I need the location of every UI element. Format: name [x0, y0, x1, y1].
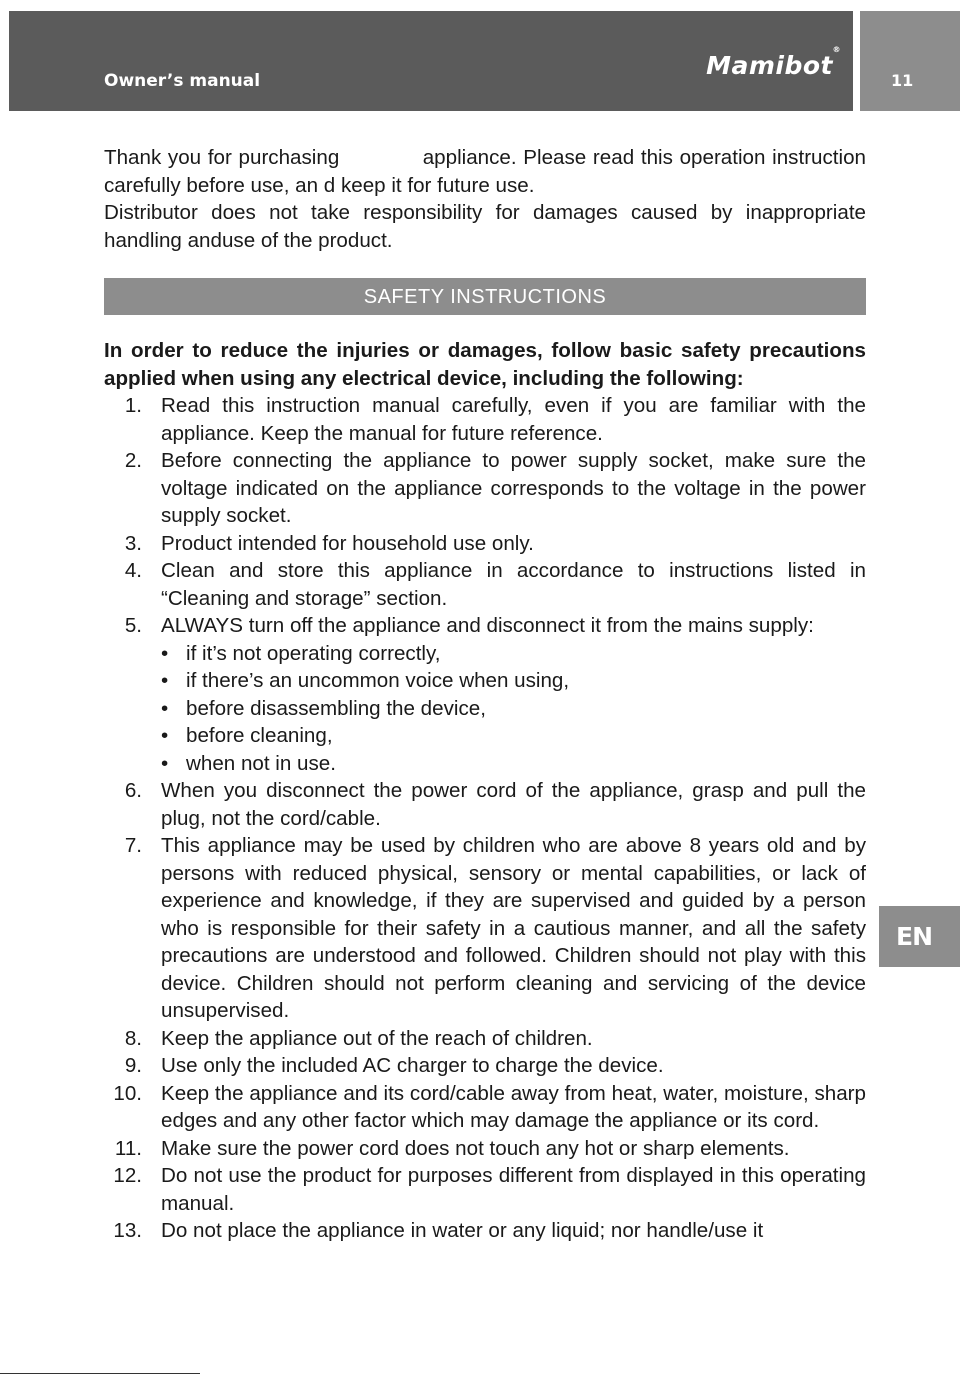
item-text: This appliance may be used by children who are above 8 years old and by persons with reduced physical, sensory or mental capabilities, or lack of experience and knowledge, if they are supervised and guided by a person who is responsible for their safety in a cautious manner, and all the safety precautions are understood and followed. Children should not play with this device. Children should not perform cleaning and servicing of the device unsupervised.: [161, 834, 866, 1022]
item-number: 10.: [113, 1081, 142, 1105]
instruction-item: [104, 832, 866, 1025]
item-text: ALWAYS turn off the appliance and disconnect it from the mains supply:: [161, 614, 814, 637]
sub-bullet-item: [161, 722, 866, 750]
item-text: Read this instruction manual carefully, even if you are familiar with the appliance. Keep the manual for future reference.: [161, 394, 866, 445]
bullet-text: when not in use.: [186, 751, 336, 775]
item-text: Make sure the power cord does not touch any hot or sharp elements.: [161, 1136, 790, 1160]
manual-content: [104, 144, 866, 1245]
registered-mark: ®: [832, 45, 841, 54]
instruction-item: [104, 392, 866, 447]
language-label: EN: [896, 922, 933, 951]
instruction-item: [104, 777, 866, 832]
instruction-item: [104, 1025, 866, 1053]
item-number: 13.: [113, 1219, 142, 1242]
bullet-text: before disassembling the device,: [186, 696, 486, 720]
instruction-item: [104, 1217, 866, 1245]
bullet-icon: •: [161, 751, 169, 775]
item-text: Before connecting the appliance to power supply socket, make sure the voltage indicated on the appliance corresponds to the voltage in the power supply socket.: [161, 449, 866, 527]
sub-bullet-list: [161, 640, 866, 778]
safety-lead: In order to reduce the injuries or damages, follow basic safety precautions applied when using any electrical device, including the following:: [104, 339, 866, 390]
bullet-icon: •: [161, 669, 169, 692]
item-number: 11.: [114, 1136, 142, 1160]
item-number: 7.: [124, 834, 142, 857]
disclaimer-paragraph: Distributor does not take responsibility for damages caused by inappropriate handling anduse of the product.: [104, 201, 866, 252]
bullet-icon: •: [161, 696, 169, 720]
item-number: 2.: [124, 449, 142, 472]
item-text: Product intended for household use only.: [161, 531, 534, 555]
instruction-item: [104, 612, 866, 777]
instruction-item: [104, 1135, 866, 1163]
bullet-icon: •: [161, 641, 169, 665]
item-text: Do not place the appliance in water or any liquid; nor handle/use it: [161, 1219, 764, 1242]
instruction-item: [104, 530, 866, 558]
bullet-text: before cleaning,: [186, 724, 333, 747]
manual-title: Owner’s manual: [104, 71, 261, 91]
brand-logo: [706, 45, 841, 80]
sub-bullet-item: [161, 667, 866, 695]
sub-bullet-item: [161, 640, 866, 668]
bullet-text: if it’s not operating correctly,: [186, 641, 441, 665]
page-number-tab: [860, 11, 960, 111]
instruction-item: [104, 1052, 866, 1080]
instruction-item: [104, 557, 866, 612]
sub-bullet-item: [161, 750, 866, 778]
item-text: Do not use the product for purposes different from displayed in this operating manual.: [161, 1164, 866, 1215]
section-title: SAFETY INSTRUCTIONS: [363, 286, 607, 308]
bullet-text: if there’s an uncommon voice when using,: [186, 669, 570, 692]
page-number: 11: [891, 71, 914, 90]
intro-instruction: appliance. Please read this operation instruction carefully before use, an d keep it for future use.: [104, 146, 867, 197]
item-text: Clean and store this appliance in accordance to instructions listed in “Cleaning and storage” section.: [161, 559, 866, 610]
item-number: 8.: [124, 1026, 142, 1050]
footer-rule: [0, 1373, 200, 1374]
item-text: Keep the appliance and its cord/cable away from heat, water, moisture, sharp edges and any other factor which may damage the appliance or its cord.: [161, 1081, 866, 1132]
item-text: When you disconnect the power cord of the appliance, grasp and pull the plug, not the cord/cable.: [161, 779, 866, 830]
item-number: 9.: [124, 1054, 142, 1077]
item-text: Keep the appliance out of the reach of children.: [161, 1026, 593, 1050]
intro-thank-you: Thank you for purchasing: [104, 146, 340, 169]
item-number: 4.: [124, 559, 142, 582]
sub-bullet-item: [161, 695, 866, 723]
language-tab: [879, 906, 960, 967]
item-number: 6.: [124, 779, 142, 802]
intro-paragraph: [104, 144, 866, 199]
section-title-bar: [104, 278, 866, 315]
header-bar: [9, 11, 853, 111]
brand-name: Mamibot: [706, 51, 833, 80]
item-number: 5.: [124, 614, 142, 637]
instruction-item: [104, 447, 866, 530]
item-number: 1.: [124, 394, 142, 417]
safety-instructions-list: [104, 392, 866, 1245]
instruction-item: [104, 1080, 866, 1135]
bullet-icon: •: [161, 724, 169, 747]
item-number: 12.: [113, 1164, 142, 1187]
item-number: 3.: [124, 531, 142, 555]
item-text: Use only the included AC charger to charge the device.: [161, 1054, 664, 1077]
instruction-item: [104, 1162, 866, 1217]
